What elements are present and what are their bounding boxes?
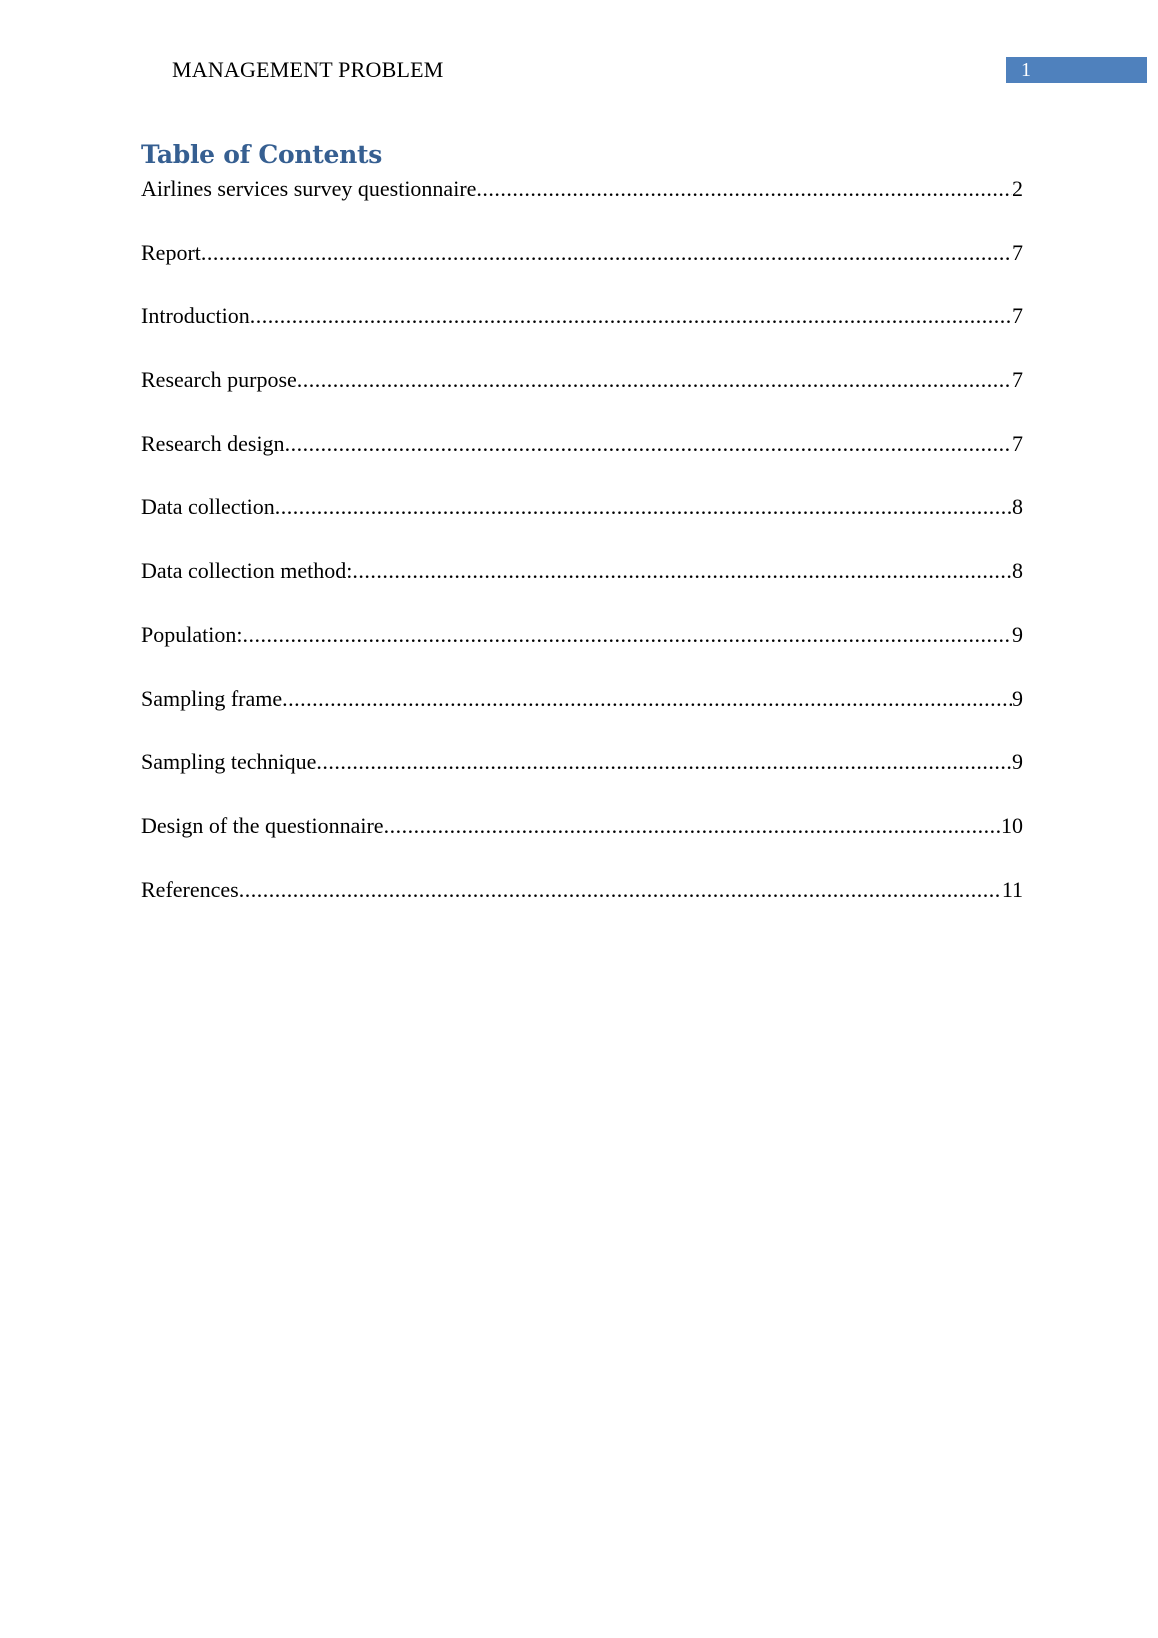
toc-entry-title: Data collection [141,494,275,520]
toc-entry-page: 9 [1012,749,1023,775]
toc-entry[interactable] [141,812,1023,840]
toc-entry-page: 9 [1012,621,1023,647]
toc-entry-page: 9 [1012,685,1023,711]
toc-dot-leader [352,557,1012,585]
toc-entry-page: 8 [1012,558,1023,584]
toc-list [141,175,1023,939]
toc-dot-leader [297,366,1012,394]
toc-entry-title: Research purpose [141,367,297,393]
toc-dot-leader [476,175,1012,203]
toc-dot-leader [282,685,1012,713]
toc-entry[interactable] [141,239,1023,267]
toc-entry-title: Sampling frame [141,685,283,711]
toc-dot-leader [250,302,1012,330]
toc-entry[interactable] [141,366,1023,394]
toc-entry-title: Research design [141,430,285,456]
toc-dot-leader [239,876,1002,904]
toc-entry-page: 8 [1012,494,1023,520]
toc-entry-title: Data collection method: [141,558,353,584]
toc-entry-title: Sampling technique [141,749,317,775]
toc-entry-title: References [141,876,239,902]
toc-entry-page: 11 [1001,876,1023,902]
toc-entry[interactable] [141,876,1023,904]
toc-entry[interactable] [141,621,1023,649]
toc-entry-page: 10 [1001,812,1023,838]
toc-entry-page: 7 [1012,239,1023,265]
toc-entry-title: Design of the questionnaire [141,812,384,838]
toc-entry-page: 2 [1012,176,1023,201]
toc-entry[interactable] [141,685,1023,713]
toc-entry[interactable] [141,493,1023,521]
page-number: 1 [1021,59,1031,81]
toc-entry[interactable] [141,748,1023,776]
page-number-box [1006,57,1147,83]
toc-dot-leader [242,621,1012,649]
toc-entry-title: Airlines services survey questionnaire [141,176,477,201]
toc-entry-title: Population: [141,621,243,647]
toc-entry[interactable] [141,430,1023,458]
toc-entry-title: Introduction [141,303,250,329]
toc-entry-page: 7 [1012,430,1023,456]
toc-dot-leader [285,430,1012,458]
toc-entry[interactable] [141,557,1023,585]
toc-dot-leader [316,748,1012,776]
toc-dot-leader [384,812,1001,840]
toc-entry-page: 7 [1012,303,1023,329]
toc-heading: Table of Contents [141,140,383,169]
toc-entry[interactable] [141,302,1023,330]
toc-entry-title: Report [141,239,201,265]
header-title: MANAGEMENT PROBLEM [172,57,444,82]
toc-dot-leader [275,493,1012,521]
toc-entry-page: 7 [1012,367,1023,393]
toc-entry[interactable] [141,175,1023,203]
toc-dot-leader [201,239,1012,267]
